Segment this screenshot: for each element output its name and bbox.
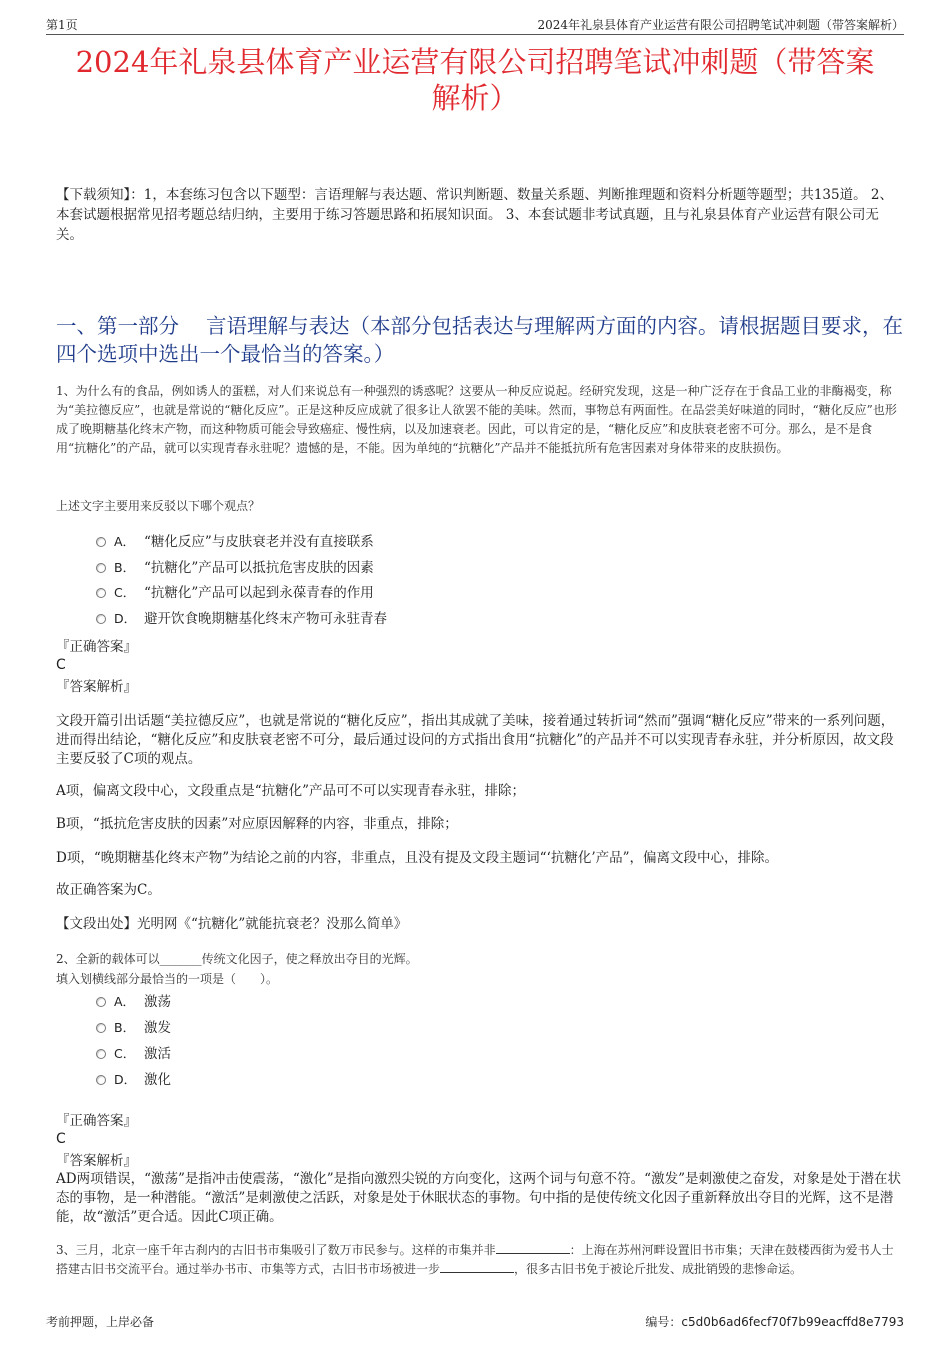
blank-line	[496, 1241, 570, 1254]
q1-option-a[interactable]	[96, 532, 374, 552]
option-key: A．	[114, 534, 136, 549]
q1-answer-label: 『正确答案』	[56, 639, 137, 655]
q1-analysis-label: 『答案解析』	[56, 679, 137, 695]
question-1-prompt: 上述文字主要用来反驳以下哪个观点？	[56, 499, 261, 513]
q1-option-d[interactable]	[96, 609, 387, 629]
option-key: B．	[114, 560, 136, 575]
blank-line	[440, 1260, 514, 1273]
document-title	[40, 44, 910, 116]
q3-part-2: ：上海在苏州河畔设置旧书市集；天津在鼓楼西街为爱书人士搭建古旧书交流平台。通过举办书市、市集等方式，古旧书市场被进一步	[56, 1243, 894, 1276]
option-key: B．	[114, 1020, 136, 1035]
q1-analysis-conclusion: 故正确答案为C。	[56, 882, 161, 898]
download-notice: 【下载须知】：1，本套练习包含以下题型：言语理解与表达题、常识判断题、数量关系题、判断推理题和资料分析题等题型；共135道。 2、本套试题根据常见招考题总结归纳，主要用于练习答题思路和拓展知识面。 3、本套试题非考试真题，且与礼泉县体育产业运营有限公司无关。	[56, 187, 893, 243]
page-header	[46, 14, 904, 35]
option-key: A．	[114, 994, 136, 1009]
radio-icon[interactable]	[96, 588, 106, 598]
q1-answer: C	[56, 657, 66, 673]
q2-option-c[interactable]	[96, 1044, 171, 1064]
q2-answer: C	[56, 1131, 66, 1147]
q1-option-c[interactable]	[96, 583, 374, 603]
page-number: 第1页	[46, 18, 78, 32]
option-key: C．	[114, 585, 136, 600]
q2-analysis: AD两项错误，“激荡”是指冲击使震荡，“激化”是指向激烈尖锐的方向变化，这两个词与句意不符。“激发”是刺激使之奋发，对象是处于潜在状态的事物，是一种潜能。“激活”是刺激使之活跃，对象是处于休眠状态的事物。句中指的是使传统文化因子重新释放出夺目的光辉，这不是潜能，故“激活”更合适。因此C项正确。	[56, 1171, 901, 1225]
radio-icon[interactable]	[96, 1049, 106, 1059]
question-1-text: 1、为什么有的食品，例如诱人的蛋糕，对人们来说总有一种强烈的诱惑呢？这要从一种反应说起。经研究发现，这是一种广泛存在于食品工业的非酶褐变，称为“美拉德反应”，也就是常说的“糖化反应”。正是这种反应成就了很多让人欲罢不能的美味。然而，事物总有两面性。在品尝美好味道的同时，“糖化反应”也形成了晚期糖基化终末产物，而这种物质可能会导致癌症、慢性病，以及加速衰老。因此，可以肯定的是，“糖化反应”和皮肤衰老密不可分。那么，是不是食用“抗糖化”的产品，就可以实现青春永驻呢？遗憾的是，不能。因为单纯的“抗糖化”产品并不能抵抗所有危害因素对身体带来的皮肤损伤。	[56, 384, 897, 455]
q3-part-3: ，很多古旧书免于被论斤批发、成批销毁的悲惨命运。	[514, 1262, 803, 1276]
radio-icon[interactable]	[96, 537, 106, 547]
header-doc-title: 2024年礼泉县体育产业运营有限公司招聘笔试冲刺题（带答案解析）	[537, 18, 904, 32]
q2-option-b[interactable]	[96, 1018, 171, 1038]
q2-option-d[interactable]	[96, 1070, 171, 1090]
option-text: 避开饮食晚期糖基化终末产物可永驻青春	[144, 611, 387, 627]
title-line-2: 解析）	[431, 81, 519, 115]
q1-analysis-d: D项，“晚期糖基化终末产物”为结论之前的内容，非重点，且没有提及文段主题词“‘抗糖化’产品”，偏离文段中心，排除。	[56, 850, 779, 866]
q1-option-b[interactable]	[96, 558, 374, 578]
radio-icon[interactable]	[96, 614, 106, 624]
radio-icon[interactable]	[96, 997, 106, 1007]
q1-analysis-a: A项，偏离文段中心，文段重点是“抗糖化”产品可不可以实现青春永驻，排除；	[56, 783, 526, 799]
option-text: 激化	[144, 1072, 171, 1088]
option-key: D．	[114, 611, 137, 626]
option-key: D．	[114, 1072, 137, 1087]
option-text: 激发	[144, 1020, 171, 1036]
q3-part-1: 3、三月，北京一座千年古刹内的古旧书市集吸引了数万市民参与。这样的市集并非	[56, 1243, 496, 1257]
footer-slogan: 考前押题，上岸必备	[46, 1315, 155, 1329]
option-text: “抗糖化”产品可以起到永葆青春的作用	[144, 585, 374, 601]
q2-answer-label: 『正确答案』	[56, 1113, 137, 1129]
q2-option-a[interactable]	[96, 992, 171, 1012]
radio-icon[interactable]	[96, 1023, 106, 1033]
q1-analysis-b: B项，“抵抗危害皮肤的因素”对应原因解释的内容，非重点，排除；	[56, 816, 458, 832]
document-code: 编号：c5d0b6ad6fecf70f7b99eacffd8e7793	[645, 1315, 904, 1329]
q2-analysis-label: 『答案解析』	[56, 1153, 137, 1169]
q1-source: 【文段出处】光明网《“抗糖化”就能抗衰老？没那么简单》	[56, 916, 408, 932]
radio-icon[interactable]	[96, 1075, 106, 1085]
question-2-text: 2、全新的载体可以_______传统文化因子，使之释放出夺目的光辉。	[56, 952, 418, 966]
option-text: “抗糖化”产品可以抵抗危害皮肤的因素	[144, 560, 374, 576]
section-title: 一、第一部分 言语理解与表达（本部分包括表达与理解两方面的内容。请根据题目要求，在四个选项中选出一个最恰当的答案。）	[56, 314, 904, 366]
option-key: C．	[114, 1046, 136, 1061]
title-line-1: 2024年礼泉县体育产业运营有限公司招聘笔试冲刺题（带答案	[75, 45, 875, 79]
q1-analysis-paragraph: 文段开篇引出话题“美拉德反应”，也就是常说的“糖化反应”，指出其成就了美味，接着通过转折词“然而”强调“糖化反应”带来的一系列问题，进而得出结论，“糖化反应”和皮肤衰老密不可分，最后通过设问的方式指出食用“抗糖化”的产品并不可以实现青春永驻，并分析原因，故文段主要反驳了C项的观点。	[56, 713, 895, 767]
question-2-prompt: 填入划横线部分最恰当的一项是（ ）。	[56, 972, 279, 986]
option-text: 激活	[144, 1046, 171, 1062]
option-text: “糖化反应”与皮肤衰老并没有直接联系	[144, 534, 374, 550]
question-3-text	[56, 1241, 902, 1279]
radio-icon[interactable]	[96, 563, 106, 573]
option-text: 激荡	[144, 994, 171, 1010]
